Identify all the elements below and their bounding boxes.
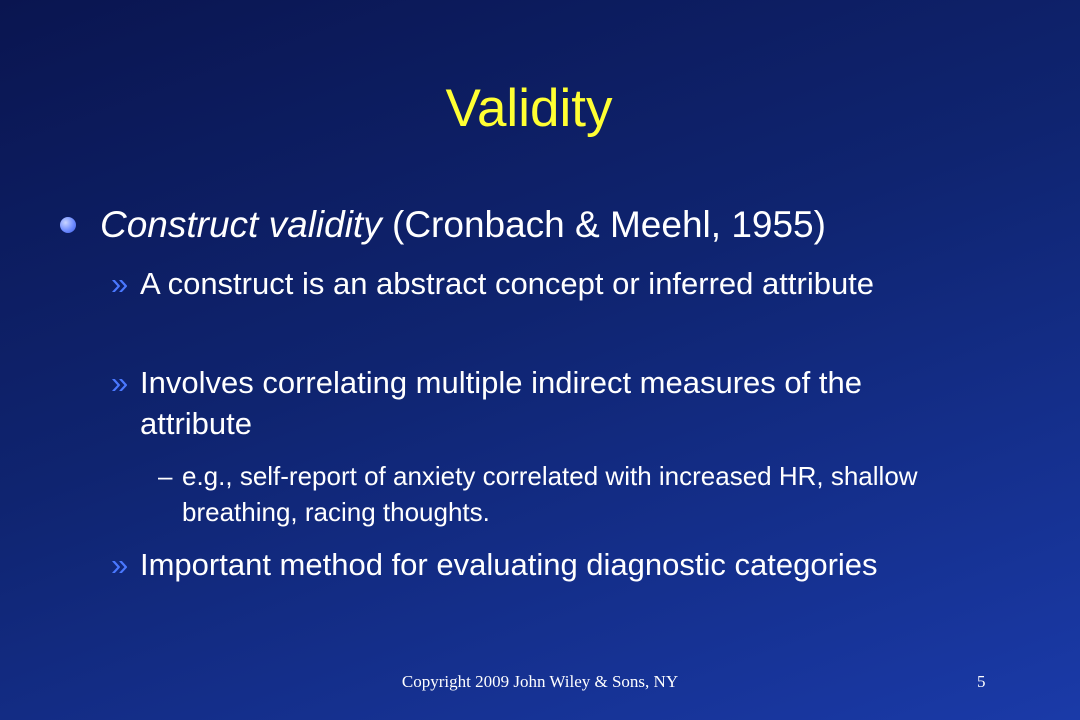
dash-marker-icon: – — [158, 461, 173, 491]
sub-sub-bullet-example — [158, 458, 1002, 530]
bullet-dot-icon — [60, 217, 76, 233]
sub-sub-bullet-text: e.g., self-report of anxiety correlated with increased HR, shallow breathing, racing thoughts. — [182, 461, 918, 527]
sub-bullet-diagnostic-method — [111, 544, 970, 585]
chevron-marker-icon: » — [111, 547, 129, 582]
sub-bullet-text: A construct is an abstract concept or inferred attribute — [140, 266, 875, 301]
chevron-marker-icon: » — [111, 266, 129, 301]
sub-bullet-text: Important method for evaluating diagnostic categories — [140, 547, 878, 582]
slide-title: Validity — [445, 79, 613, 138]
sub-bullet-correlating-measures — [111, 362, 970, 444]
bullet-italic-term: Construct validity — [100, 204, 382, 245]
copyright-notice: Copyright 2009 John Wiley & Sons, NY — [401, 672, 679, 691]
sub-bullet-construct-definition — [111, 263, 970, 304]
sub-bullet-text: Involves correlating multiple indirect measures of the attribute — [140, 365, 862, 441]
chevron-marker-icon: » — [111, 365, 129, 400]
page-number: 5 — [977, 672, 986, 691]
bullet-construct-validity — [100, 203, 1020, 247]
bullet-citation: (Cronbach & Meehl, 1955) — [381, 204, 826, 245]
